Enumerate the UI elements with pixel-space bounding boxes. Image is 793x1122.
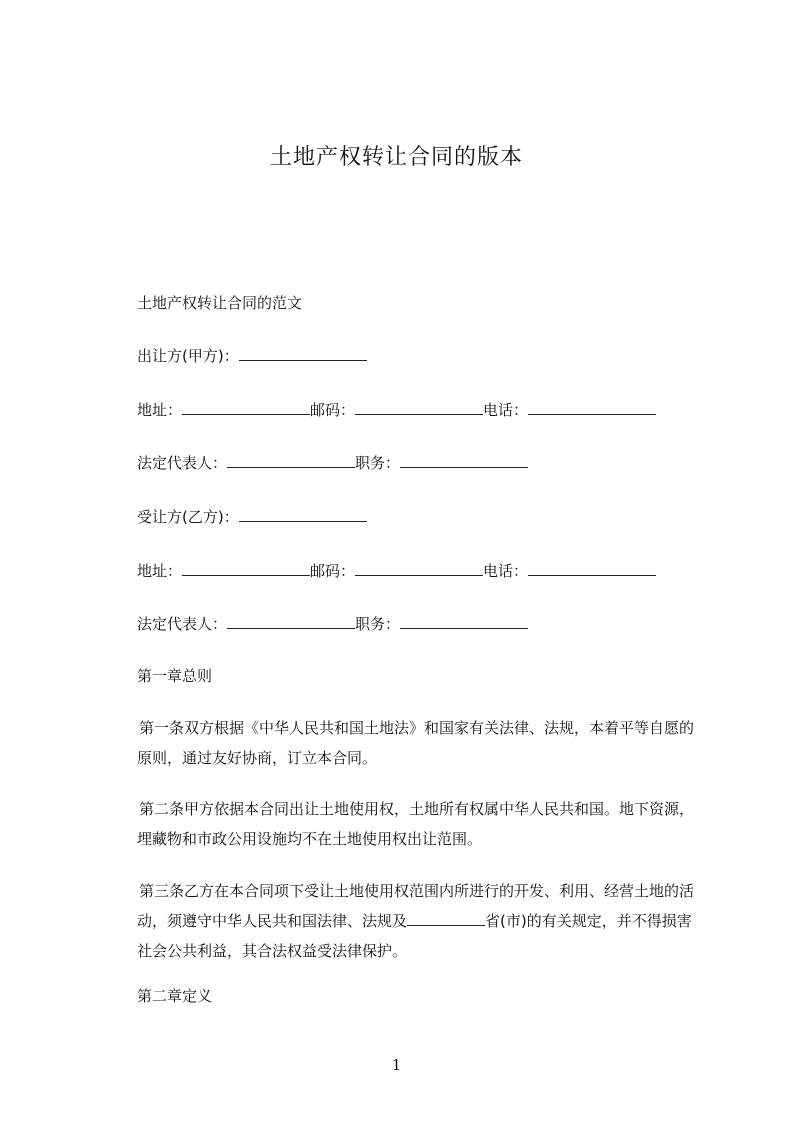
transferee-line	[137, 506, 367, 527]
transferee-contact-line	[137, 560, 656, 581]
rep-blank	[227, 453, 355, 468]
contract-subtitle: 土地产权转让合同的范文	[137, 294, 303, 312]
transferee-rep-line	[137, 613, 528, 634]
phone-label: 电话：	[483, 401, 529, 419]
article-3-part-2: 省(市)的有关规定，并不得损害社会公共利益，其合法权益受法律保护。	[137, 912, 692, 960]
address-label: 地址：	[137, 401, 183, 419]
address-blank	[182, 400, 310, 415]
transferee-label: 受让方(乙方)：	[137, 508, 239, 526]
postcode-blank	[355, 561, 483, 576]
transferor-rep-line	[137, 452, 528, 473]
postcode-label: 邮码：	[310, 401, 356, 419]
address-blank	[182, 561, 310, 576]
article-3-part-1: 第三条乙方在本合同项下受让土地使用权范围内所进行的开发、利用、经营土地的活动，须遵守中华人民共和国法律、法规及	[137, 882, 695, 930]
phone-label: 电话：	[483, 562, 529, 580]
phone-blank	[528, 400, 656, 415]
transferor-blank	[239, 346, 367, 361]
transferor-contact-line	[137, 399, 656, 420]
rep-label: 法定代表人：	[137, 454, 228, 472]
address-label: 地址：	[137, 562, 183, 580]
document-title: 土地产权转让合同的版本	[269, 145, 523, 170]
transferor-line	[137, 345, 367, 366]
article-1: 第一条双方根据《中华人民共和国土地法》和国家有关法律、法规，本着平等自愿的原则，通过友好协商，订立本合同。	[137, 719, 695, 767]
postcode-blank	[355, 400, 483, 415]
position-blank	[400, 614, 528, 629]
transferor-label: 出让方(甲方)：	[137, 347, 239, 365]
position-label: 职务：	[355, 615, 401, 633]
rep-blank	[227, 614, 355, 629]
page-number: 1	[391, 1056, 402, 1074]
chapter-1-heading: 第一章总则	[137, 667, 213, 685]
province-blank	[407, 911, 485, 926]
article-3	[137, 876, 702, 966]
position-blank	[400, 453, 528, 468]
phone-blank	[528, 561, 656, 576]
rep-label: 法定代表人：	[137, 615, 228, 633]
position-label: 职务：	[355, 454, 401, 472]
chapter-2-heading: 第二章定义	[137, 987, 213, 1005]
transferee-blank	[239, 507, 367, 522]
postcode-label: 邮码：	[310, 562, 356, 580]
article-2: 第二条甲方依据本合同出让土地使用权，土地所有权属中华人民共和国。地下资源，埋藏物和市政公用设施均不在土地使用权出让范围。	[137, 800, 695, 848]
